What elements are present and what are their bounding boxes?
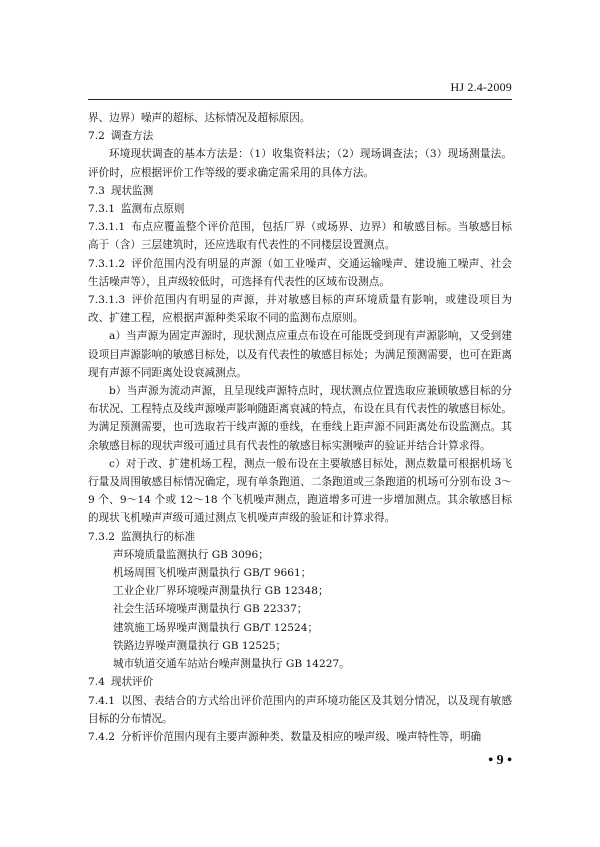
clause-text: 分析评价范围内现有主要声源种类、数量及相应的噪声级、噪声特性等，明确 <box>120 730 482 743</box>
standard-list-item: 建筑施工场界噪声测量执行 GB/T 12524； <box>113 621 319 634</box>
clause-number: 7.4.1 <box>88 694 115 707</box>
paragraph: c）对于改、扩建机场工程，测点一般布设在主要敏感目标处，测点数量可根据机场飞行量及周围敏感目标情况确定，现有单条跑道、二条跑道或三条跑道的机场可分别布设 3～9 个、9～14 个或 12～18 个飞机噪声测点，跑道增多可进一步增加测点。其余敏感目标的现状飞机噪声声级可通过测点飞机噪声声级的验证和计算求得。 <box>88 457 512 525</box>
section-number: 7.3.1 <box>88 203 115 216</box>
section-heading <box>88 528 512 546</box>
standard-list-item: 机场周围飞机噪声测量执行 GB/T 9661； <box>113 567 312 580</box>
standard-list-item: 工业企业厂界环境噪声测量执行 GB 12348； <box>113 585 329 598</box>
clause-number: 7.4.2 <box>88 730 115 743</box>
section-title: 调查方法 <box>110 130 154 143</box>
clause-number: 7.3.1.1 <box>88 221 126 234</box>
numbered-clause <box>88 218 512 254</box>
section-title: 现状评价 <box>110 676 154 689</box>
clause-text: 以图、表结合的方式给出评价范围内的声环境功能区及其划分情况，以及现有敏感目标的分布情况。 <box>88 694 512 725</box>
numbered-clause <box>88 728 512 746</box>
header-rule <box>88 99 512 100</box>
section-heading <box>88 673 512 691</box>
clause-text: 评价范围内有明显的声源，并对敏感目标的声环境质量有影响，或建设项目为改、扩建工程，应根据声源种类采取不同的监测布点原则。 <box>88 294 512 325</box>
section-heading <box>88 182 512 200</box>
section-number: 7.3 <box>88 184 105 197</box>
section-number: 7.4 <box>88 676 105 689</box>
numbered-clause <box>88 255 512 291</box>
page-number: • 9 • <box>488 753 512 768</box>
document-code-header: HJ 2.4-2009 <box>450 80 512 94</box>
clause-number: 7.3.1.2 <box>88 257 126 270</box>
clause-number: 7.3.1.3 <box>88 294 126 307</box>
section-number: 7.2 <box>88 130 105 143</box>
numbered-clause <box>88 692 512 728</box>
section-title: 监测执行的标准 <box>120 530 196 543</box>
standard-list-item: 铁路边界噪声测量执行 GB 12525； <box>113 639 287 652</box>
paragraph: 界、边界）噪声的超标、达标情况及超标原因。 <box>88 112 311 124</box>
standard-list-item: 城市轨道交通车站站台噪声测量执行 GB 14227。 <box>113 658 350 671</box>
section-title: 监测布点原则 <box>120 203 185 216</box>
standard-list-item: 声环境质量监测执行 GB 3096； <box>113 548 269 561</box>
paragraph: 环境现状调查的基本方法是：（1）收集资料法；（2）现场调查法；（3）现场测量法。评价时，应根据评价工作等级的要求确定需采用的具体方法。 <box>88 148 512 179</box>
clause-text: 评价范围内没有明显的声源（如工业噪声、交通运输噪声、建设施工噪声、社会生活噪声等），且声级较低时，可选择有代表性的区域布设测点。 <box>88 257 512 288</box>
standard-list-item: 社会生活环境噪声测量执行 GB 22337； <box>113 603 308 616</box>
section-heading <box>88 127 512 145</box>
section-title: 现状监测 <box>110 184 154 197</box>
paragraph: a）当声源为固定声源时，现状测点应重点布设在可能既受到现有声源影响，又受到建设项目声源影响的敏感目标处，以及有代表性的敏感目标处；为满足预测需要，也可在距离现有声源不同距离处设衰减测点。 <box>88 330 512 379</box>
paragraph: b）当声源为流动声源，且呈现线声源特点时，现状测点位置选取应兼顾敏感目标的分布状况、工程特点及线声源噪声影响随距离衰减的特点，布设在具有代表性的敏感目标处。为满足预测需要，也可选取若干线声源的垂线，在垂线上距声源不同距离处布设监测点。其余敏感目标的现状声级可通过具有代表性的敏感目标实测噪声的验证并结合计算求得。 <box>88 385 512 452</box>
numbered-clause <box>88 291 512 327</box>
clause-text: 布点应覆盖整个评价范围，包括厂界（或场界、边界）和敏感目标。当敏感目标高于（含）三层建筑时，还应选取有代表性的不同楼层设置测点。 <box>88 221 512 252</box>
section-number: 7.3.2 <box>88 530 115 543</box>
section-heading <box>88 200 512 218</box>
body-text <box>88 109 512 746</box>
